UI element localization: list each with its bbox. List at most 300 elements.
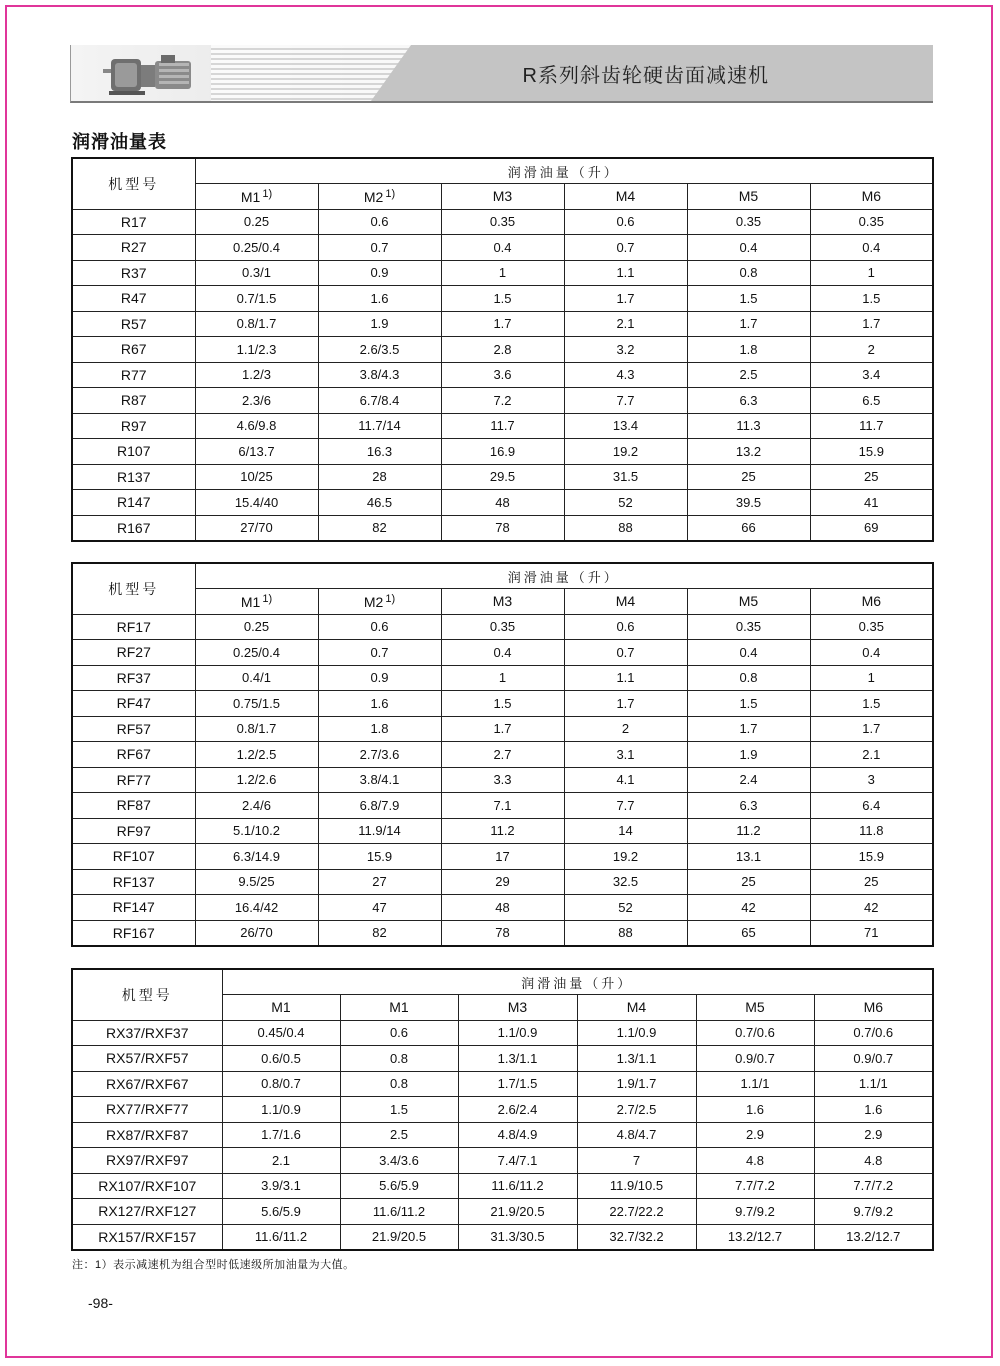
- oil-quantity-cell: 2.8: [441, 337, 564, 363]
- oil-quantity-cell: 7.1: [441, 793, 564, 819]
- column-header: M6: [810, 184, 933, 210]
- model-cell: R67: [72, 337, 195, 363]
- model-cell: RF147: [72, 895, 195, 921]
- oil-quantity-cell: 78: [441, 920, 564, 946]
- model-cell: RF167: [72, 920, 195, 946]
- table-row: [72, 869, 933, 895]
- oil-quantity-cell: 1: [441, 665, 564, 691]
- oil-quantity-cell: 0.8/0.7: [222, 1071, 340, 1097]
- model-cell: R137: [72, 464, 195, 490]
- oil-quantity-cell: 25: [810, 464, 933, 490]
- oil-quantity-cell: 0.25: [195, 209, 318, 235]
- oil-quantity-cell: 9.7/9.2: [696, 1199, 814, 1225]
- oil-table-r: [71, 157, 934, 542]
- oil-quantity-cell: 4.3: [564, 362, 687, 388]
- oil-quantity-cell: 0.75/1.5: [195, 691, 318, 717]
- oil-quantity-cell: 0.35: [687, 209, 810, 235]
- oil-quantity-cell: 2.4: [687, 767, 810, 793]
- oil-quantity-cell: 32.7/32.2: [577, 1224, 696, 1250]
- oil-quantity-cell: 1.7: [810, 311, 933, 337]
- model-cell: R97: [72, 413, 195, 439]
- table-row: [72, 260, 933, 286]
- column-header: M2 $^{1)}$: [318, 589, 441, 615]
- oil-quantity-cell: 65: [687, 920, 810, 946]
- table-row: [72, 1148, 933, 1174]
- table-row: [72, 515, 933, 541]
- oil-quantity-cell: 6.7/8.4: [318, 388, 441, 414]
- oil-quantity-cell: 2.6/3.5: [318, 337, 441, 363]
- oil-quantity-cell: 3.4: [810, 362, 933, 388]
- oil-quantity-cell: 4.6/9.8: [195, 413, 318, 439]
- table-row: [72, 716, 933, 742]
- column-header: M4: [564, 589, 687, 615]
- oil-quantity-cell: 0.7/1.5: [195, 286, 318, 312]
- table-row: [72, 311, 933, 337]
- oil-quantity-cell: 1.1/0.9: [458, 1020, 577, 1046]
- oil-quantity-cell: 0.4: [810, 640, 933, 666]
- oil-quantity-cell: 6/13.7: [195, 439, 318, 465]
- oil-quantity-cell: 11.3: [687, 413, 810, 439]
- table-row: [72, 1199, 933, 1225]
- model-cell: R27: [72, 235, 195, 261]
- oil-quantity-cell: 2.3/6: [195, 388, 318, 414]
- model-cell: RF97: [72, 818, 195, 844]
- oil-quantity-cell: 1.1/0.9: [577, 1020, 696, 1046]
- footnote: 注：1）表示减速机为组合型时低速级所加油量为大值。: [72, 1259, 355, 1271]
- oil-quantity-cell: 22.7/22.2: [577, 1199, 696, 1225]
- oil-quantity-cell: 7.7/7.2: [696, 1173, 814, 1199]
- table-row: [72, 1224, 933, 1250]
- model-header: 机型号: [72, 969, 222, 1020]
- oil-quantity-cell: 15.4/40: [195, 490, 318, 516]
- oil-quantity-cell: 42: [687, 895, 810, 921]
- oil-quantity-cell: 3: [810, 767, 933, 793]
- oil-quantity-cell: 3.8/4.1: [318, 767, 441, 793]
- oil-quantity-cell: 1.9: [318, 311, 441, 337]
- oil-quantity-cell: 6.4: [810, 793, 933, 819]
- oil-quantity-cell: 0.8: [340, 1071, 458, 1097]
- table-row: [72, 490, 933, 516]
- oil-table-rx: [71, 968, 934, 1251]
- oil-quantity-cell: 1.9: [687, 742, 810, 768]
- oil-quantity-cell: 3.3: [441, 767, 564, 793]
- oil-quantity-cell: 31.3/30.5: [458, 1224, 577, 1250]
- oil-quantity-cell: 2.1: [564, 311, 687, 337]
- column-header: M4: [564, 184, 687, 210]
- oil-quantity-cell: 4.1: [564, 767, 687, 793]
- oil-quantity-cell: 0.25/0.4: [195, 235, 318, 261]
- oil-quantity-cell: 71: [810, 920, 933, 946]
- model-cell: RF107: [72, 844, 195, 870]
- oil-quantity-cell: 16.9: [441, 439, 564, 465]
- oil-quantity-cell: 0.25: [195, 614, 318, 640]
- oil-quantity-cell: 32.5: [564, 869, 687, 895]
- oil-quantity-cell: 25: [687, 464, 810, 490]
- oil-quantity-cell: 11.2: [687, 818, 810, 844]
- oil-quantity-cell: 41: [810, 490, 933, 516]
- oil-quantity-cell: 0.35: [441, 209, 564, 235]
- oil-quantity-cell: 0.7: [318, 235, 441, 261]
- oil-quantity-cell: 4.8/4.9: [458, 1122, 577, 1148]
- oil-quantity-cell: 3.4/3.6: [340, 1148, 458, 1174]
- oil-quantity-cell: 1.5: [687, 286, 810, 312]
- oil-quantity-cell: 29: [441, 869, 564, 895]
- model-cell: R167: [72, 515, 195, 541]
- model-cell: R77: [72, 362, 195, 388]
- oil-quantity-cell: 2.6/2.4: [458, 1097, 577, 1123]
- oil-quantity-cell: 1.2/3: [195, 362, 318, 388]
- oil-quantity-cell: 1: [810, 260, 933, 286]
- oil-quantity-cell: 1.1: [564, 665, 687, 691]
- oil-quantity-cell: 19.2: [564, 439, 687, 465]
- model-cell: R47: [72, 286, 195, 312]
- oil-quantity-cell: 1.8: [687, 337, 810, 363]
- oil-quantity-cell: 1.5: [810, 286, 933, 312]
- oil-quantity-cell: 2.7/2.5: [577, 1097, 696, 1123]
- oil-quantity-cell: 0.4: [810, 235, 933, 261]
- oil-quantity-cell: 13.2/12.7: [696, 1224, 814, 1250]
- oil-quantity-cell: 0.45/0.4: [222, 1020, 340, 1046]
- model-cell: RX87/RXF87: [72, 1122, 222, 1148]
- oil-quantity-cell: 4.8/4.7: [577, 1122, 696, 1148]
- oil-quantity-cell: 0.8: [687, 260, 810, 286]
- oil-quantity-cell: 5.6/5.9: [222, 1199, 340, 1225]
- oil-quantity-cell: 88: [564, 515, 687, 541]
- oil-quantity-cell: 48: [441, 490, 564, 516]
- oil-quantity-cell: 0.4: [687, 640, 810, 666]
- oil-quantity-cell: 13.4: [564, 413, 687, 439]
- table-row: [72, 209, 933, 235]
- oil-quantity-cell: 78: [441, 515, 564, 541]
- oil-quantity-header: 润滑油量（升）: [195, 158, 933, 184]
- section-title: 润滑油量表: [72, 132, 167, 152]
- model-cell: RX67/RXF67: [72, 1071, 222, 1097]
- oil-quantity-cell: 0.9/0.7: [696, 1046, 814, 1072]
- oil-quantity-cell: 39.5: [687, 490, 810, 516]
- oil-quantity-cell: 2.5: [340, 1122, 458, 1148]
- oil-quantity-cell: 0.35: [441, 614, 564, 640]
- oil-quantity-cell: 5.1/10.2: [195, 818, 318, 844]
- oil-quantity-cell: 1.7: [441, 311, 564, 337]
- oil-quantity-cell: 1.1/1: [814, 1071, 933, 1097]
- oil-quantity-cell: 4.8: [814, 1148, 933, 1174]
- oil-quantity-cell: 11.9/10.5: [577, 1173, 696, 1199]
- oil-quantity-cell: 11.7: [810, 413, 933, 439]
- column-header: M5: [687, 589, 810, 615]
- table-row: [72, 1173, 933, 1199]
- oil-quantity-cell: 0.9: [318, 260, 441, 286]
- oil-quantity-cell: 52: [564, 490, 687, 516]
- model-header: 机型号: [72, 563, 195, 614]
- oil-quantity-cell: 1.7/1.5: [458, 1071, 577, 1097]
- oil-quantity-cell: 28: [318, 464, 441, 490]
- oil-quantity-cell: 6.3/14.9: [195, 844, 318, 870]
- oil-quantity-cell: 6.8/7.9: [318, 793, 441, 819]
- oil-quantity-cell: 0.7/0.6: [696, 1020, 814, 1046]
- oil-quantity-cell: 9.7/9.2: [814, 1199, 933, 1225]
- oil-quantity-cell: 1.7: [810, 716, 933, 742]
- oil-quantity-cell: 0.4: [687, 235, 810, 261]
- oil-quantity-cell: 1.7: [687, 716, 810, 742]
- table-row: [72, 920, 933, 946]
- oil-quantity-cell: 47: [318, 895, 441, 921]
- gear-motor-icon: [101, 49, 201, 99]
- model-cell: RX107/RXF107: [72, 1173, 222, 1199]
- table-body: [72, 614, 933, 946]
- table-row: [72, 614, 933, 640]
- column-header: M1: [222, 995, 340, 1021]
- oil-quantity-cell: 66: [687, 515, 810, 541]
- model-cell: RX37/RXF37: [72, 1020, 222, 1046]
- oil-quantity-cell: 0.6: [564, 209, 687, 235]
- oil-quantity-cell: 21.9/20.5: [340, 1224, 458, 1250]
- page-header: [70, 45, 933, 103]
- oil-quantity-cell: 1: [441, 260, 564, 286]
- oil-quantity-cell: 1.3/1.1: [577, 1046, 696, 1072]
- page-title: R系列斜齿轮硬齿面减速机: [522, 65, 769, 87]
- oil-quantity-cell: 0.7: [318, 640, 441, 666]
- model-cell: RF57: [72, 716, 195, 742]
- model-cell: R87: [72, 388, 195, 414]
- oil-quantity-cell: 2.1: [810, 742, 933, 768]
- oil-quantity-cell: 0.7/0.6: [814, 1020, 933, 1046]
- oil-quantity-cell: 1.6: [814, 1097, 933, 1123]
- oil-quantity-cell: 2.5: [687, 362, 810, 388]
- oil-quantity-cell: 29.5: [441, 464, 564, 490]
- table-row: [72, 844, 933, 870]
- table-row: [72, 742, 933, 768]
- oil-quantity-cell: 0.4: [441, 640, 564, 666]
- oil-quantity-cell: 82: [318, 515, 441, 541]
- oil-quantity-cell: 3.8/4.3: [318, 362, 441, 388]
- column-header: M5: [696, 995, 814, 1021]
- oil-quantity-cell: 3.2: [564, 337, 687, 363]
- oil-quantity-header: 润滑油量（升）: [222, 969, 933, 995]
- model-cell: R37: [72, 260, 195, 286]
- column-header: M6: [814, 995, 933, 1021]
- oil-quantity-cell: 1.1/0.9: [222, 1097, 340, 1123]
- oil-quantity-cell: 19.2: [564, 844, 687, 870]
- oil-quantity-cell: 11.6/11.2: [458, 1173, 577, 1199]
- oil-quantity-cell: 0.9: [318, 665, 441, 691]
- oil-quantity-cell: 0.8: [340, 1046, 458, 1072]
- oil-quantity-cell: 11.7/14: [318, 413, 441, 439]
- oil-quantity-cell: 15.9: [318, 844, 441, 870]
- oil-quantity-cell: 2: [564, 716, 687, 742]
- oil-quantity-cell: 0.35: [810, 209, 933, 235]
- oil-quantity-cell: 3.6: [441, 362, 564, 388]
- oil-quantity-cell: 13.2: [687, 439, 810, 465]
- oil-quantity-cell: 11.9/14: [318, 818, 441, 844]
- oil-quantity-cell: 0.6: [340, 1020, 458, 1046]
- oil-quantity-cell: 11.2: [441, 818, 564, 844]
- table-row: [72, 413, 933, 439]
- column-header: M3: [441, 184, 564, 210]
- oil-quantity-cell: 1.7: [564, 691, 687, 717]
- oil-quantity-cell: 3.9/3.1: [222, 1173, 340, 1199]
- oil-quantity-cell: 1.1: [564, 260, 687, 286]
- oil-quantity-cell: 13.1: [687, 844, 810, 870]
- oil-quantity-cell: 0.7: [564, 235, 687, 261]
- oil-quantity-cell: 52: [564, 895, 687, 921]
- oil-quantity-cell: 1.9/1.7: [577, 1071, 696, 1097]
- oil-quantity-cell: 1.5: [810, 691, 933, 717]
- model-cell: RF87: [72, 793, 195, 819]
- table-row: [72, 439, 933, 465]
- table-row: [72, 1046, 933, 1072]
- oil-quantity-cell: 2.7: [441, 742, 564, 768]
- model-cell: R107: [72, 439, 195, 465]
- oil-quantity-cell: 1.7/1.6: [222, 1122, 340, 1148]
- table-row: [72, 640, 933, 666]
- oil-quantity-cell: 1.7: [687, 311, 810, 337]
- oil-quantity-cell: 0.7: [564, 640, 687, 666]
- table-row: [72, 767, 933, 793]
- oil-quantity-cell: 0.6: [318, 209, 441, 235]
- oil-quantity-cell: 69: [810, 515, 933, 541]
- oil-quantity-cell: 2.1: [222, 1148, 340, 1174]
- model-header: 机型号: [72, 158, 195, 209]
- oil-quantity-cell: 27: [318, 869, 441, 895]
- oil-quantity-cell: 0.9/0.7: [814, 1046, 933, 1072]
- table-row: [72, 793, 933, 819]
- oil-quantity-cell: 4.8: [696, 1148, 814, 1174]
- oil-quantity-cell: 25: [687, 869, 810, 895]
- table-row: [72, 1020, 933, 1046]
- oil-quantity-cell: 1.1/2.3: [195, 337, 318, 363]
- model-cell: RF47: [72, 691, 195, 717]
- oil-quantity-cell: 7.4/7.1: [458, 1148, 577, 1174]
- model-cell: RX157/RXF157: [72, 1224, 222, 1250]
- oil-quantity-cell: 1.7: [441, 716, 564, 742]
- table-row: [72, 1071, 933, 1097]
- oil-quantity-cell: 82: [318, 920, 441, 946]
- oil-quantity-cell: 1.5: [687, 691, 810, 717]
- oil-quantity-cell: 1.6: [318, 286, 441, 312]
- oil-quantity-cell: 15.9: [810, 844, 933, 870]
- table-body: [72, 209, 933, 541]
- oil-quantity-cell: 5.6/5.9: [340, 1173, 458, 1199]
- oil-quantity-cell: 1.2/2.6: [195, 767, 318, 793]
- table-row: [72, 665, 933, 691]
- model-cell: RF37: [72, 665, 195, 691]
- table-row: [72, 895, 933, 921]
- oil-quantity-cell: 1.2/2.5: [195, 742, 318, 768]
- model-cell: RX97/RXF97: [72, 1148, 222, 1174]
- oil-quantity-cell: 2.7/3.6: [318, 742, 441, 768]
- oil-quantity-cell: 9.5/25: [195, 869, 318, 895]
- table-body: [72, 1020, 933, 1250]
- oil-quantity-cell: 88: [564, 920, 687, 946]
- oil-quantity-cell: 31.5: [564, 464, 687, 490]
- column-header: M2 $^{1)}$: [318, 184, 441, 210]
- oil-quantity-cell: 7.7: [564, 793, 687, 819]
- oil-quantity-cell: 0.4/1: [195, 665, 318, 691]
- oil-quantity-cell: 2.9: [696, 1122, 814, 1148]
- oil-quantity-cell: 0.25/0.4: [195, 640, 318, 666]
- oil-quantity-cell: 7.7/7.2: [814, 1173, 933, 1199]
- table-row: [72, 337, 933, 363]
- oil-quantity-cell: 46.5: [318, 490, 441, 516]
- table-row: [72, 286, 933, 312]
- oil-quantity-cell: 6.3: [687, 388, 810, 414]
- oil-quantity-cell: 15.9: [810, 439, 933, 465]
- oil-quantity-cell: 3.1: [564, 742, 687, 768]
- column-header: M5: [687, 184, 810, 210]
- oil-quantity-cell: 1.5: [441, 286, 564, 312]
- table-row: [72, 464, 933, 490]
- oil-quantity-cell: 27/70: [195, 515, 318, 541]
- oil-quantity-cell: 2.9: [814, 1122, 933, 1148]
- table-row: [72, 1097, 933, 1123]
- oil-quantity-cell: 1.6: [696, 1097, 814, 1123]
- oil-quantity-cell: 21.9/20.5: [458, 1199, 577, 1225]
- oil-quantity-cell: 11.8: [810, 818, 933, 844]
- oil-quantity-cell: 7.7: [564, 388, 687, 414]
- model-cell: R57: [72, 311, 195, 337]
- oil-quantity-cell: 1.5: [441, 691, 564, 717]
- oil-quantity-cell: 0.8/1.7: [195, 311, 318, 337]
- oil-quantity-cell: 14: [564, 818, 687, 844]
- oil-quantity-cell: 7.2: [441, 388, 564, 414]
- oil-quantity-cell: 26/70: [195, 920, 318, 946]
- oil-quantity-cell: 2: [810, 337, 933, 363]
- oil-quantity-cell: 0.35: [810, 614, 933, 640]
- oil-quantity-cell: 1: [810, 665, 933, 691]
- table-row: [72, 362, 933, 388]
- table-row: [72, 691, 933, 717]
- oil-quantity-cell: 16.3: [318, 439, 441, 465]
- oil-quantity-cell: 1.5: [340, 1097, 458, 1123]
- oil-quantity-cell: 1.8: [318, 716, 441, 742]
- column-header: M4: [577, 995, 696, 1021]
- oil-quantity-cell: 25: [810, 869, 933, 895]
- oil-quantity-cell: 42: [810, 895, 933, 921]
- oil-quantity-cell: 13.2/12.7: [814, 1224, 933, 1250]
- column-header: M1 $^{1)}$: [195, 589, 318, 615]
- oil-quantity-cell: 1.6: [318, 691, 441, 717]
- oil-quantity-header: 润滑油量（升）: [195, 563, 933, 589]
- column-header: M1: [340, 995, 458, 1021]
- oil-quantity-cell: 0.6: [318, 614, 441, 640]
- oil-quantity-cell: 6.5: [810, 388, 933, 414]
- table-row: [72, 1122, 933, 1148]
- oil-quantity-cell: 2.4/6: [195, 793, 318, 819]
- oil-quantity-cell: 1.3/1.1: [458, 1046, 577, 1072]
- oil-quantity-cell: 6.3: [687, 793, 810, 819]
- oil-quantity-cell: 0.6: [564, 614, 687, 640]
- model-cell: RX77/RXF77: [72, 1097, 222, 1123]
- model-cell: R147: [72, 490, 195, 516]
- column-header: M6: [810, 589, 933, 615]
- oil-quantity-cell: 1.7: [564, 286, 687, 312]
- oil-quantity-cell: 16.4/42: [195, 895, 318, 921]
- oil-quantity-cell: 7: [577, 1148, 696, 1174]
- table-row: [72, 388, 933, 414]
- column-header: M3: [441, 589, 564, 615]
- model-cell: RX127/RXF127: [72, 1199, 222, 1225]
- model-cell: RX57/RXF57: [72, 1046, 222, 1072]
- oil-quantity-cell: 11.7: [441, 413, 564, 439]
- oil-quantity-cell: 0.8: [687, 665, 810, 691]
- model-cell: RF27: [72, 640, 195, 666]
- table-row: [72, 235, 933, 261]
- model-cell: RF77: [72, 767, 195, 793]
- table-row: [72, 818, 933, 844]
- oil-quantity-cell: 0.6/0.5: [222, 1046, 340, 1072]
- page-number: -98-: [88, 1295, 113, 1311]
- oil-quantity-cell: 11.6/11.2: [340, 1199, 458, 1225]
